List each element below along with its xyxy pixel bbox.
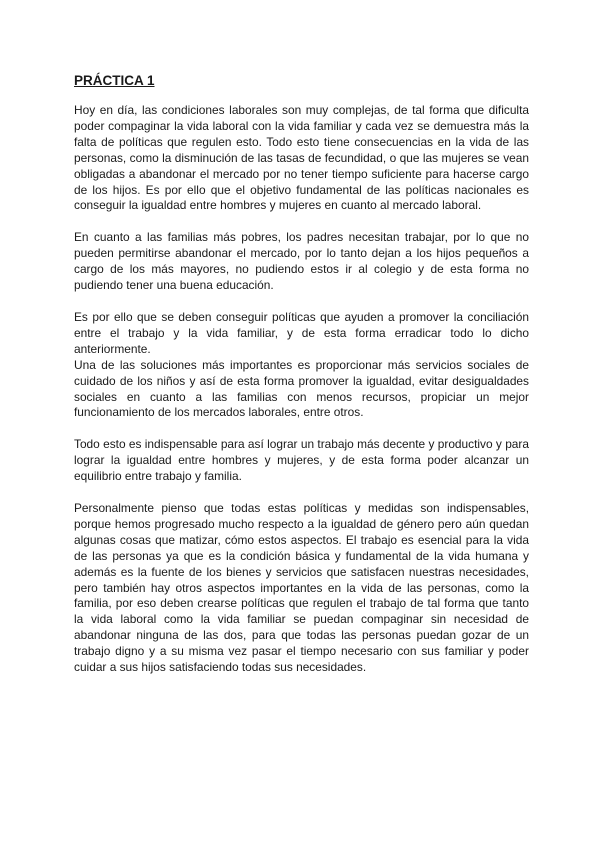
paragraph-intro: Hoy en día, las condiciones laborales son muy complejas, de tal forma que dificulta poder compaginar la vida laboral con la vida familiar y cada vez se demuestra más la falta de políticas que regulen esto. Todo esto tiene consecuencias en la vida de las personas, como la disminución de las tasas de fecundidad, o que las mujeres se vean obligadas a abandonar el mercado por no tener tiempo suficiente para hacerse cargo de los hijos. Es por ello que el objetivo fundamental de las políticas nacionales es conseguir la igualdad entre hombres y mujeres en cuanto al mercado laboral. xyxy=(74,103,529,213)
page-title: PRÁCTICA 1 xyxy=(74,73,155,88)
paragraph-conciliation: Es por ello que se deben conseguir políticas que ayuden a promover la conciliación entre el trabajo y la vida familiar, y de esta forma erradicar todo lo dicho anteriormente. xyxy=(74,309,529,356)
paragraph-solutions: Una de las soluciones más importantes es proporcionar más servicios sociales de cuidado de los niños y así de esta forma promover la igualdad, evitar desigualdades sociales en cuanto a las familias con menos recursos, propiciar un mejor funcionamiento de los mercados laborales, entre otros. xyxy=(74,357,529,420)
document-body xyxy=(74,72,529,692)
paragraph-decent-work: Todo esto es indispensable para así lograr un trabajo más decente y productivo y para lograr la igualdad entre hombres y mujeres, y de esta forma poder alcanzar un equilibrio entre trabajo y familia. xyxy=(74,437,529,484)
paragraph-poor-families: En cuanto a las familias más pobres, los padres necesitan trabajar, por lo que no pueden permitirse abandonar el mercado, por lo tanto dejan a los hijos pequeños a cargo de los más mayores, no pudiendo estos ir al colegio y de esta forma no pudiendo tener una buena educación. xyxy=(74,230,529,293)
paragraph-personal-opinion: Personalmente pienso que todas estas políticas y medidas son indispensables, porque hemos progresado mucho respecto a la igualdad de género pero aún quedan algunas cosas que matizar, cómo estos aspectos. El trabajo es esencial para la vida de las personas ya que es la condición básica y fundamental de la vida humana y además es la fuente de los bienes y servicios que satisfacen nuestras necesidades, pero también hay otros aspectos importantes en la vida de las personas, como la familia, por eso deben crearse políticas que regulen el trabajo de tal forma que tanto la vida laboral como la vida familiar se puedan compaginar sin necesidad de abandonar ninguna de las dos, para que todas las personas puedan gozar de un trabajo digno y a su misma vez pasar el tiempo necesario con sus familiar y poder cuidar a sus hijos satisfaciendo todas sus necesidades. xyxy=(74,501,529,675)
